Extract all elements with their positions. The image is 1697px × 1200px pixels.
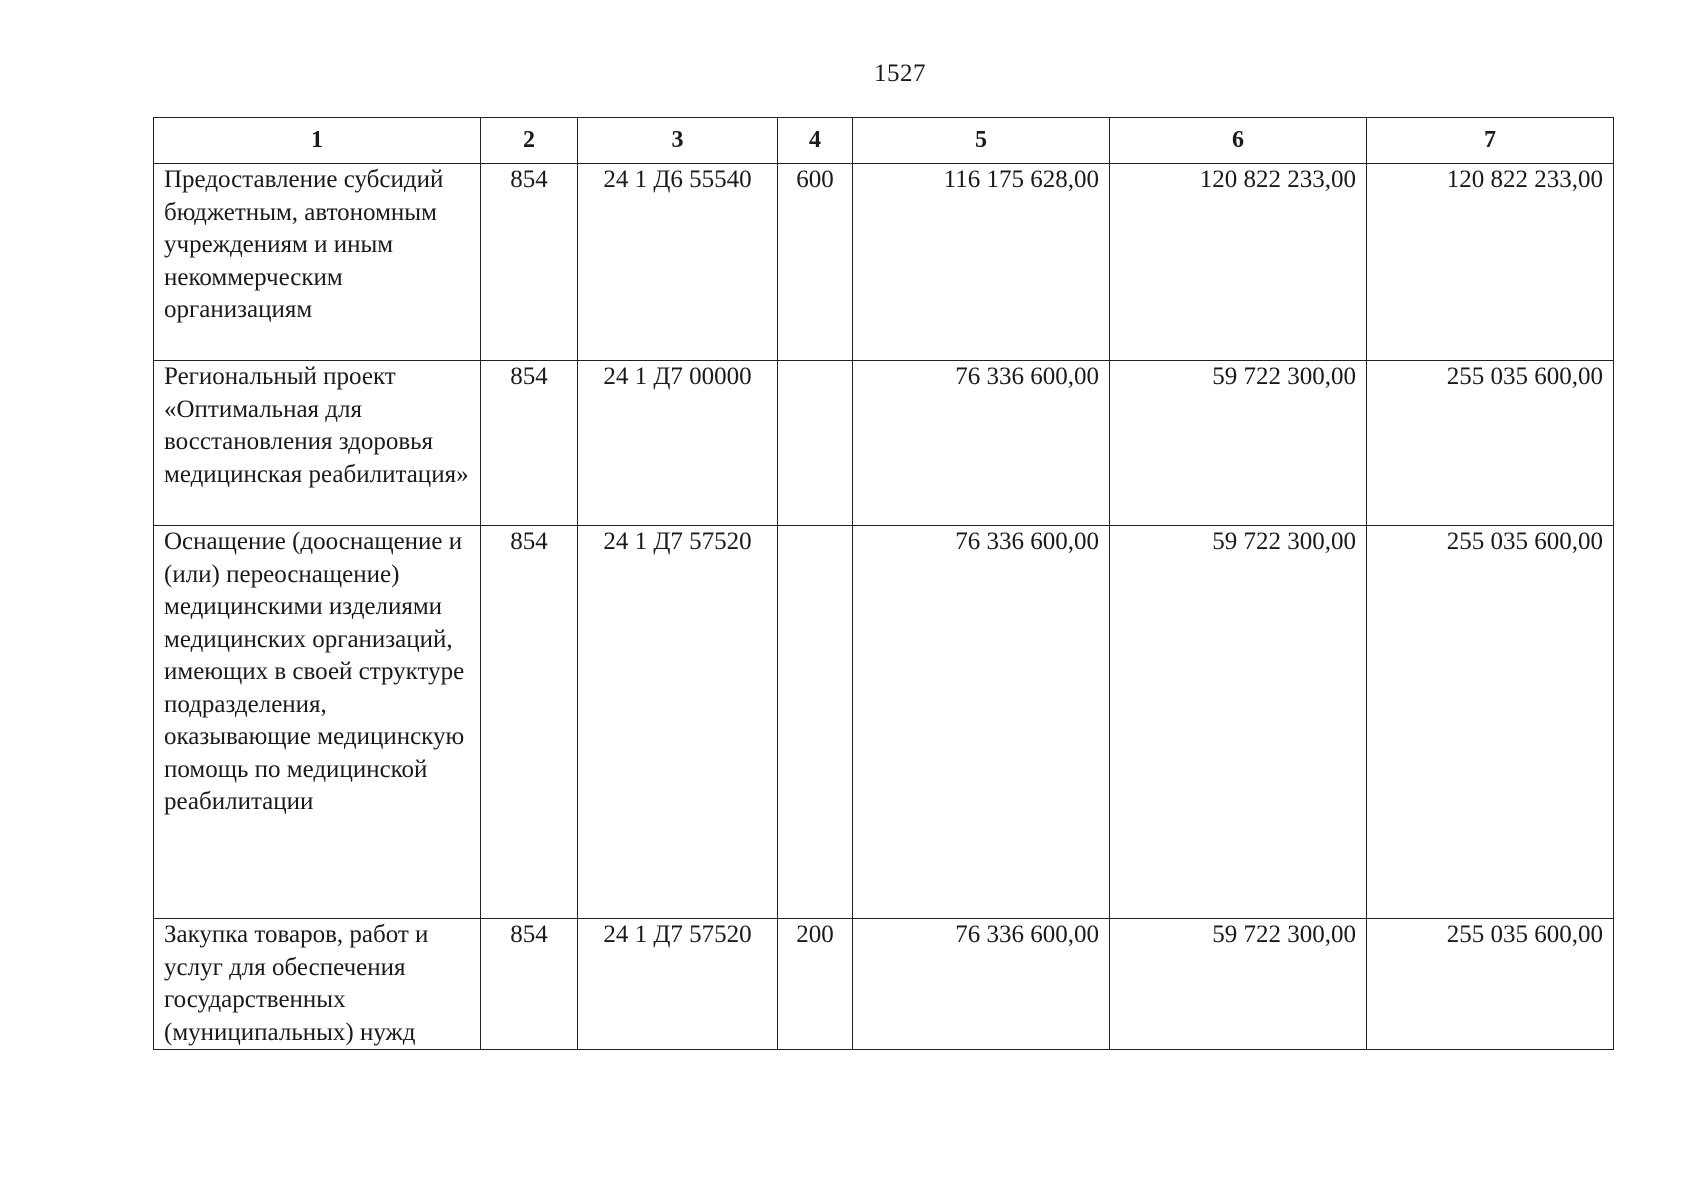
column-header: 1 <box>154 118 481 164</box>
row-department-code: 854 <box>481 919 578 1050</box>
row-value-col6: 59 722 300,00 <box>1110 526 1367 919</box>
row-target-article: 24 1 Д7 57520 <box>578 526 778 919</box>
row-name: Оснащение (дооснащение и (или) переоснащение) медицинскими изделиями медицинских организаций, имеющих в своей структуре подразделения, оказывающие медицинскую помощь по медицинской реабилитации <box>154 526 481 919</box>
row-expense-type <box>778 526 853 919</box>
row-value-col7: 255 035 600,00 <box>1367 919 1614 1050</box>
row-value-col6: 59 722 300,00 <box>1110 361 1367 526</box>
row-target-article: 24 1 Д7 57520 <box>578 919 778 1050</box>
table-row <box>154 526 1614 919</box>
column-header: 3 <box>578 118 778 164</box>
page-number: 1527 <box>874 60 926 87</box>
row-value-col7: 255 035 600,00 <box>1367 526 1614 919</box>
column-header: 6 <box>1110 118 1367 164</box>
row-value-col7: 120 822 233,00 <box>1367 164 1614 361</box>
row-value-col6: 120 822 233,00 <box>1110 164 1367 361</box>
table-header-row <box>154 118 1614 164</box>
row-department-code: 854 <box>481 526 578 919</box>
row-value-col5: 76 336 600,00 <box>853 361 1110 526</box>
row-value-col5: 116 175 628,00 <box>853 164 1110 361</box>
column-header: 5 <box>853 118 1110 164</box>
row-name: Закупка товаров, работ и услуг для обеспечения государственных (муниципальных) нужд <box>154 919 481 1050</box>
row-value-col6: 59 722 300,00 <box>1110 919 1367 1050</box>
row-value-col5: 76 336 600,00 <box>853 526 1110 919</box>
column-header: 4 <box>778 118 853 164</box>
row-value-col5: 76 336 600,00 <box>853 919 1110 1050</box>
row-name: Предоставление субсидий бюджетным, автономным учреждениям и иным некоммерческим организациям <box>154 164 481 361</box>
row-target-article: 24 1 Д6 55540 <box>578 164 778 361</box>
table-row <box>154 361 1614 526</box>
row-target-article: 24 1 Д7 00000 <box>578 361 778 526</box>
row-expense-type: 600 <box>778 164 853 361</box>
table-row <box>154 164 1614 361</box>
budget-table <box>153 117 1614 1050</box>
row-expense-type: 200 <box>778 919 853 1050</box>
row-department-code: 854 <box>481 361 578 526</box>
table-row <box>154 919 1614 1050</box>
row-expense-type <box>778 361 853 526</box>
row-department-code: 854 <box>481 164 578 361</box>
column-header: 2 <box>481 118 578 164</box>
column-header: 7 <box>1367 118 1614 164</box>
row-value-col7: 255 035 600,00 <box>1367 361 1614 526</box>
row-name: Региональный проект «Оптимальная для восстановления здоровья медицинская реабилитация» <box>154 361 481 526</box>
